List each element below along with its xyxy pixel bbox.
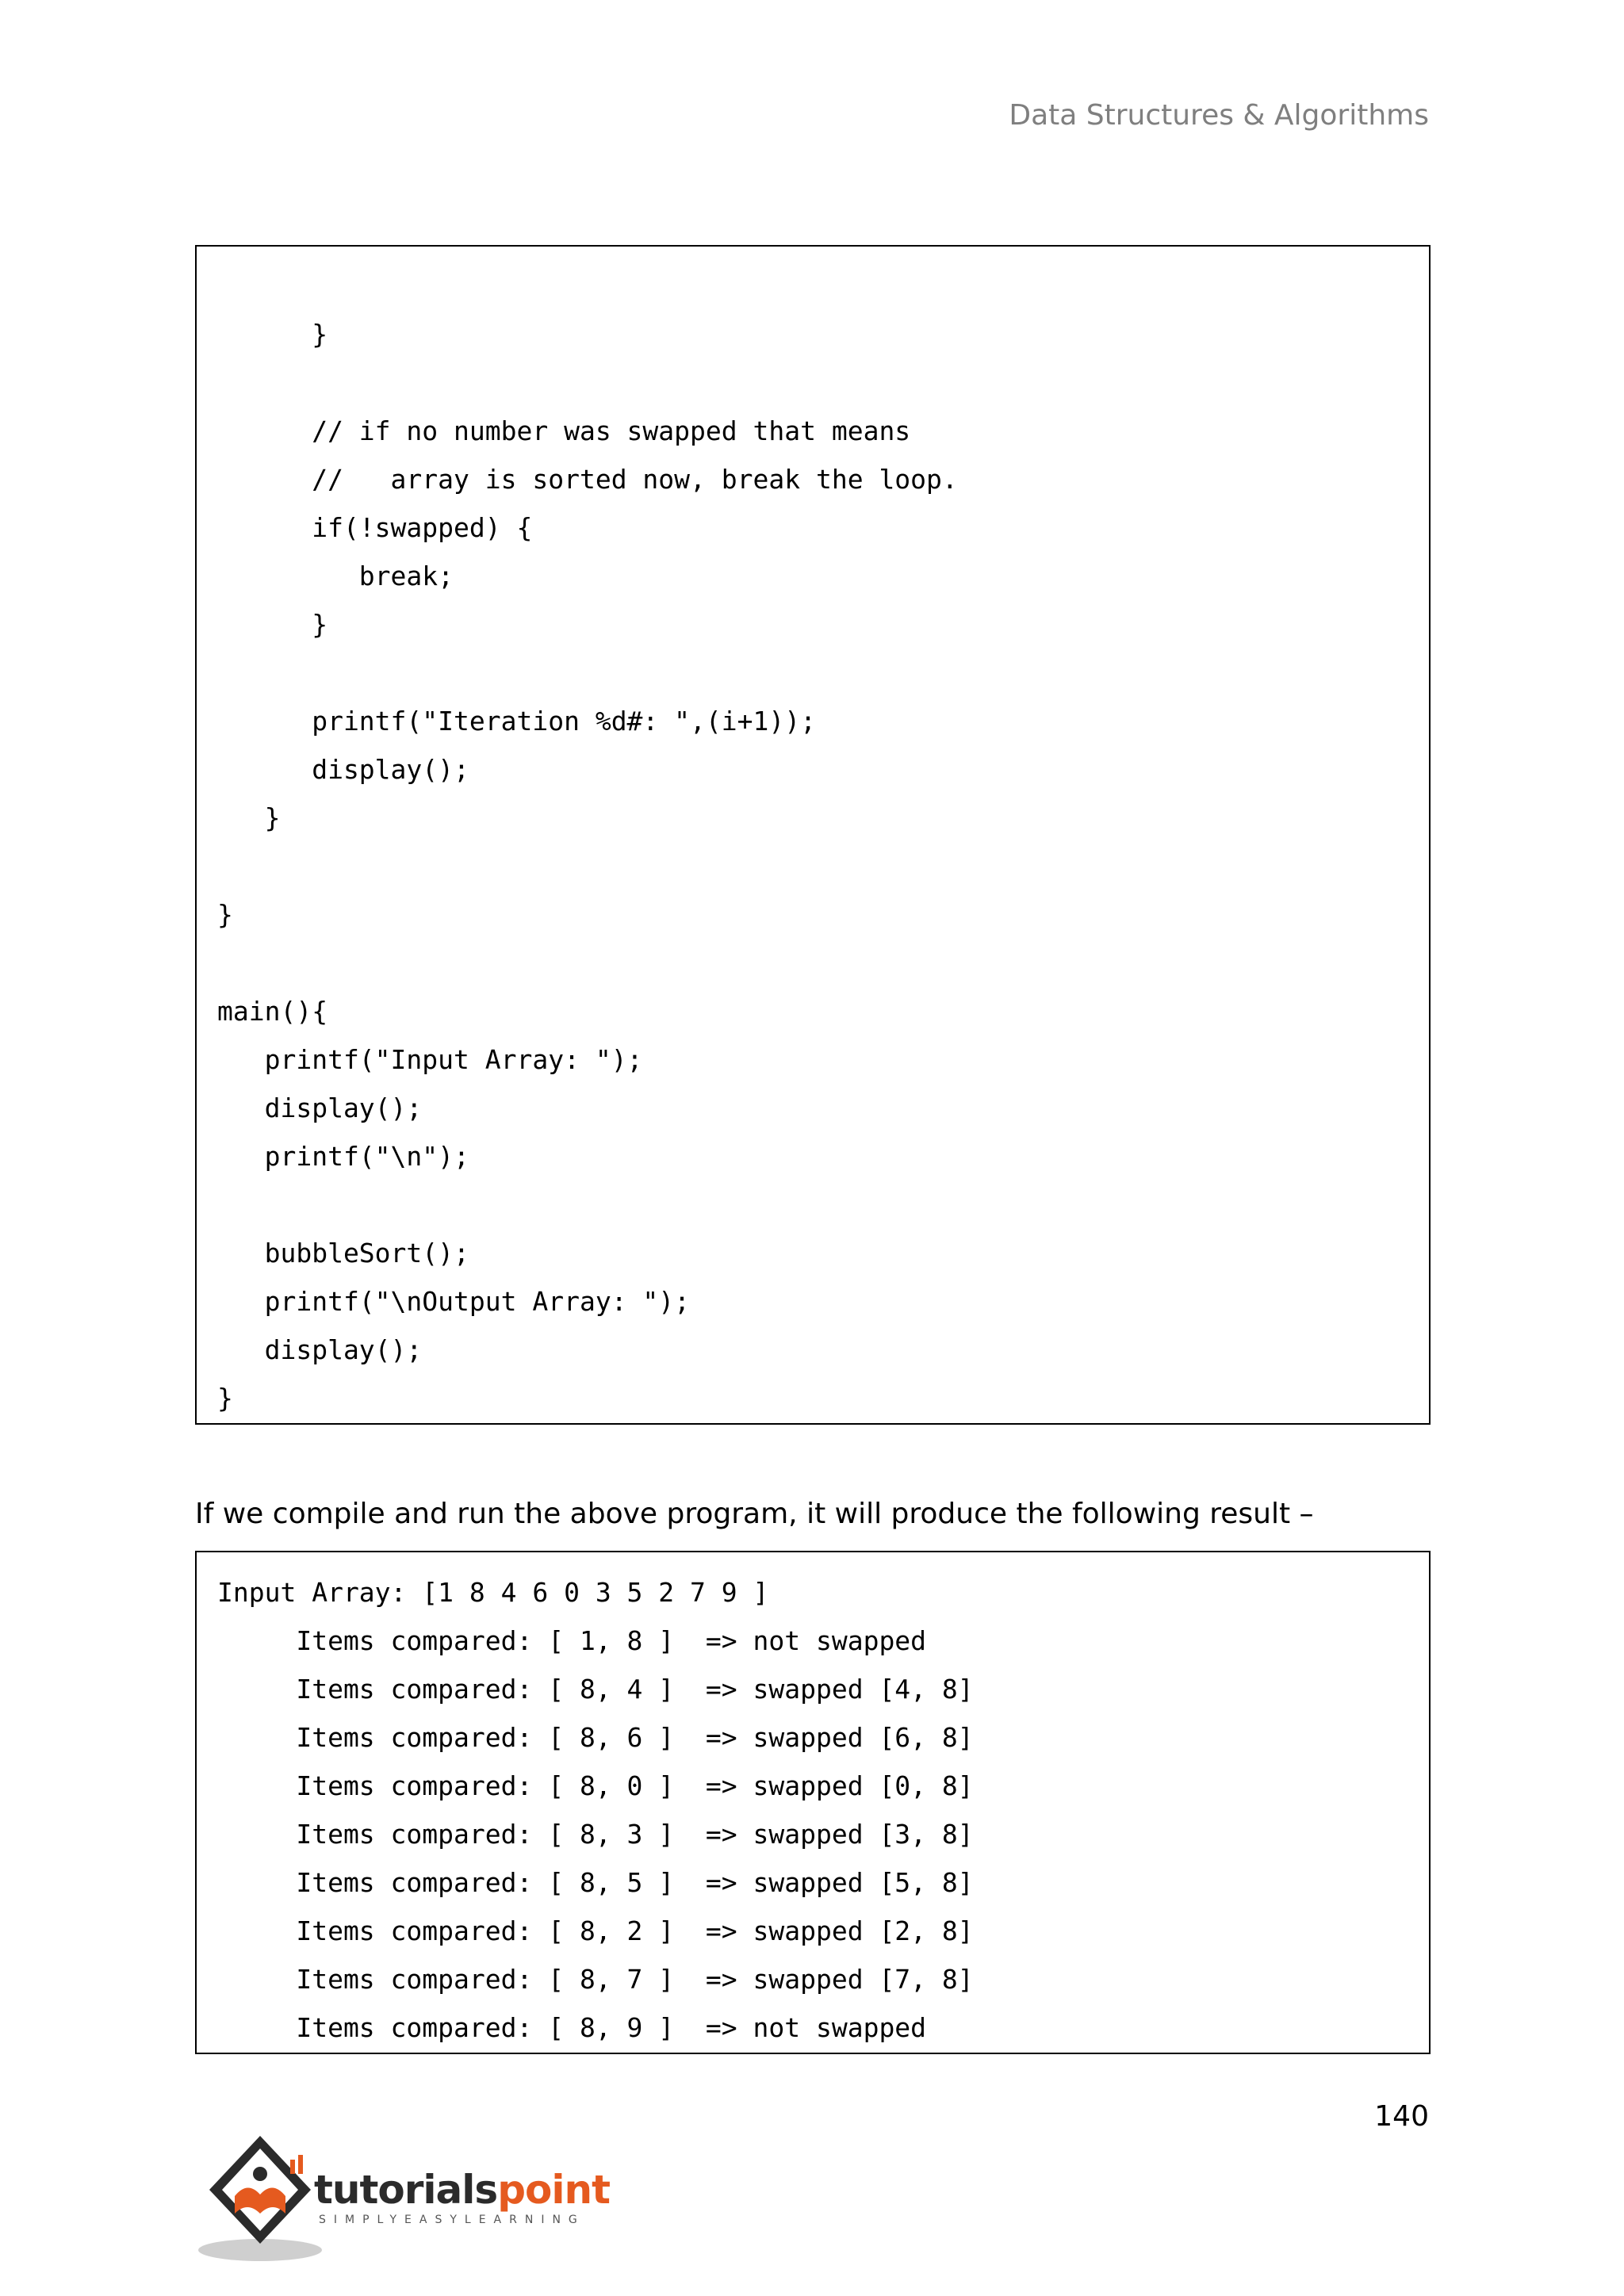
code-line: } <box>217 899 233 930</box>
output-line: Items compared: [ 8, 3 ] => swapped [3, 8] <box>217 1819 974 1850</box>
code-line <box>197 939 1429 987</box>
code-line <box>197 842 1429 890</box>
output-line: Items compared: [ 8, 6 ] => swapped [6, 8] <box>217 1722 974 1753</box>
code-line: printf("\nOutput Array: "); <box>217 1286 691 1317</box>
logo-wordmark-part2: point <box>497 2167 610 2213</box>
code-line: } <box>217 609 328 640</box>
code-line: printf("\n"); <box>217 1141 469 1172</box>
page-number: 140 <box>1374 2100 1429 2133</box>
code-line <box>197 649 1429 697</box>
code-line: // array is sorted now, break the loop. <box>217 464 958 495</box>
logo-wordmark-part1: tutorials <box>314 2167 498 2213</box>
code-line: } <box>217 319 328 350</box>
output-line: Items compared: [ 8, 2 ] => swapped [2, 8] <box>217 1915 974 1946</box>
running-header-title: Data Structures & Algorithms <box>1009 99 1429 132</box>
code-line <box>197 358 1429 407</box>
output-line: Items compared: [ 8, 7 ] => swapped [7, 8] <box>217 1964 974 1995</box>
logo-wordmark <box>314 2166 610 2214</box>
output-line: Input Array: [1 8 4 6 0 3 5 2 7 9 ] <box>217 1577 769 1608</box>
result-intro-paragraph: If we compile and run the above program, it will produce the following result – <box>195 1498 1314 1530</box>
code-line: bubbleSort(); <box>217 1238 469 1269</box>
code-line: main(){ <box>217 996 328 1027</box>
output-line: Items compared: [ 1, 8 ] => not swapped <box>217 1625 927 1656</box>
tutorialspoint-logo <box>195 2125 639 2267</box>
code-block-source <box>195 245 1431 1425</box>
code-line: display(); <box>217 754 469 785</box>
code-line: printf("Iteration %d#: ",(i+1)); <box>217 706 816 737</box>
code-line: printf("Input Array: "); <box>217 1044 643 1075</box>
code-line: if(!swapped) { <box>217 512 533 543</box>
code-line <box>197 1181 1429 1229</box>
logo-tagline: SIMPLYEASYLEARNING <box>319 2214 585 2226</box>
code-line: display(); <box>217 1093 423 1123</box>
output-line: Items compared: [ 8, 4 ] => swapped [4, 8] <box>217 1674 974 1705</box>
code-line: } <box>217 802 281 833</box>
code-line: // if no number was swapped that means <box>217 415 911 446</box>
tutorialspoint-logo-icon <box>195 2125 322 2267</box>
code-line: display(); <box>217 1334 423 1365</box>
code-line: break; <box>217 561 454 591</box>
code-block-output <box>195 1551 1431 2054</box>
output-line: Items compared: [ 8, 9 ] => not swapped <box>217 2012 927 2043</box>
code-line: } <box>217 1383 233 1414</box>
output-line: Items compared: [ 8, 5 ] => swapped [5, 8] <box>217 1867 974 1898</box>
output-line: Items compared: [ 8, 0 ] => swapped [0, 8] <box>217 1770 974 1801</box>
